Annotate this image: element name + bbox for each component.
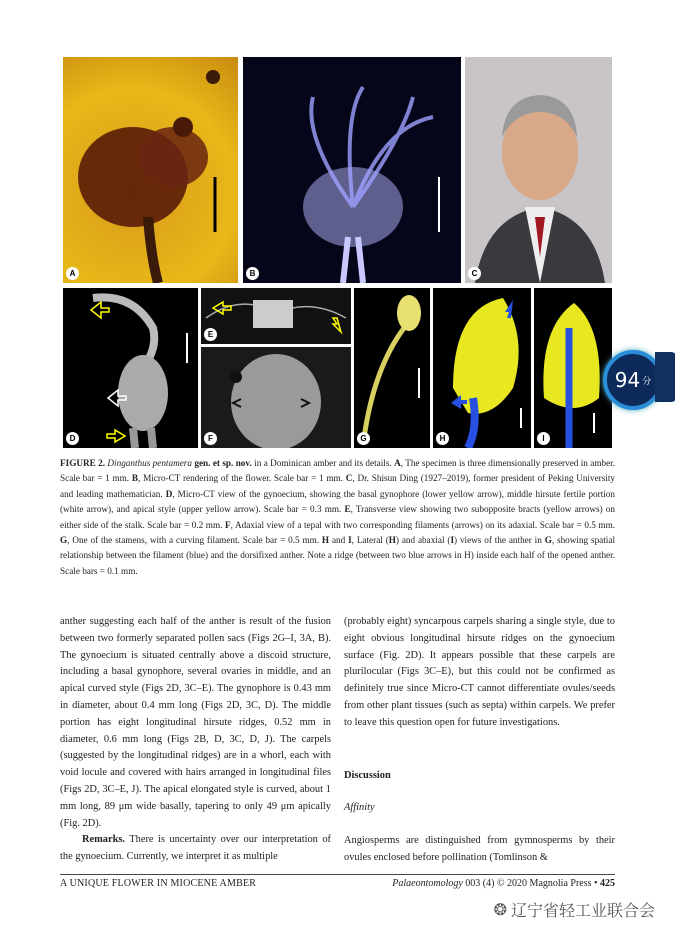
wechat-watermark [494, 898, 655, 921]
caption-text: , Transverse view showing two subopposite bracts (yellow arrows) on either side of the stalk. Scale bar = 0.2 mm. [60, 504, 615, 530]
panel-label: A [66, 267, 79, 280]
caption-text: , One of the stamens, with a curving filament. Scale bar = 0.5 mm. [67, 535, 322, 546]
journal-info [392, 878, 615, 889]
page-number: 425 [600, 878, 615, 889]
caption-panel-ref: B [131, 473, 139, 484]
caption-panel-ref: C [345, 473, 353, 484]
figure-panel-i [534, 288, 612, 448]
caption-text: , Adaxial view of a tepal with two corresponding filaments (arrows) on its adaxial. Scale bar = 0.5 mm. [230, 519, 616, 530]
caption-panel-ref: F [224, 519, 231, 530]
caption-text: , The specimen is three dimensionally preserved in amber. Scale bar = 1 mm. [60, 458, 616, 484]
badge-expand-tab[interactable] [655, 352, 675, 402]
caption-panel-ref: I [450, 535, 455, 546]
score-value: 94 [614, 368, 641, 392]
body-paragraph: Angiosperms are distinguished from gymnosperms by their ovules enclosed before pollination (Tomlinson & [344, 835, 615, 863]
right-column [344, 614, 615, 867]
remarks-paragraph [60, 832, 331, 866]
panel-label: G [357, 432, 370, 445]
figure-panel-e [201, 288, 351, 344]
left-column [60, 614, 331, 866]
caption-text: in a Dominican amber and its details. [251, 458, 395, 468]
caption-text: , Dr. Shisun Ding (1927–2019), former president of Peking University and leading mathematician. [60, 473, 615, 499]
watermark-text: 辽宁省轻工业联合会 [510, 901, 655, 920]
caption-panel-ref: H [388, 535, 396, 546]
caption-panel-ref: D [165, 488, 173, 499]
caption-text: ) views of the anther in [454, 535, 545, 546]
caption-text: and [329, 535, 349, 546]
footer-rule [60, 874, 615, 875]
wechat-icon: ❂ [493, 900, 507, 919]
running-title: A UNIQUE FLOWER IN MIOCENE AMBER [60, 878, 257, 889]
remarks-text: There is uncertainty over our interpretation of the gynoecium. Currently, we interpret it as multiple [60, 834, 331, 863]
caption-text: , Micro-CT view of the gynoecium, showing the basal gynophore (lower yellow arrow), middle hirsute fertile portion (white arrow), and apical style (upper yellow arrow). Scale bar = 0.3 mm. [60, 488, 615, 515]
issue-info: 003 (4) © 2020 Magnolia Press • [462, 878, 600, 889]
caption-text: , Lateral ( [351, 535, 389, 546]
figure-panel-d [63, 288, 198, 448]
caption-text: ) and abaxial ( [395, 535, 451, 546]
panel-label: E [204, 328, 217, 341]
panel-label: B [246, 267, 259, 280]
score-badge[interactable] [603, 350, 663, 410]
caption-panel-ref: H [321, 535, 330, 546]
novelty-tag: gen. et sp. nov. [194, 458, 252, 468]
figure-panel-h [433, 288, 531, 448]
panel-label: C [468, 267, 481, 280]
figure-panel-b [243, 57, 461, 283]
panel-label: D [66, 432, 79, 445]
figure-panel-g [354, 288, 430, 448]
figure-caption [60, 456, 615, 579]
figure-panel-f [201, 347, 351, 448]
figure-panel-c [465, 57, 612, 283]
panel-label: I [537, 432, 550, 445]
body-paragraph: anther suggesting each half of the anther is result of the fusion between two formerly separated pollen sacs (Figs 2G–I, 3A, B). The gynoecium is situated centrally above a discoid structure, including a basal gynophore, several ovaries in middle, and an apical curved style (Figs 2D, 3C–E). The gynophore is 0.43 mm in diameter, about 0.4 mm long (Figs 2D, 3C, D). The middle portion has eight longitudinal hirsute ridges, 0.52 mm in diameter, 0.6 mm long (Figs 2B, D, 3C, D, J). The carpels (suggested by the longitudinal ridges) are in a whorl, each with void locule and covered with hairs arranged in longitudinal files (Figs 2D, 3C–E, J). The apical elongated style is curved, about 1 mm long, 89 μm wide basally, tapering to only 49 μm apically (Fig. 2D). [60, 616, 331, 829]
journal-name: Palaeontomology [392, 878, 463, 889]
caption-panel-ref: A [394, 458, 401, 468]
panel-label: F [204, 432, 217, 445]
score-unit: 分 [642, 376, 652, 387]
figure-panel-a [63, 57, 238, 283]
affinity-heading: Affinity [344, 802, 375, 814]
body-paragraph: (probably eight) syncarpous carpels sharing a single style, due to eight obvious longitudinal hirsute ridges on the gynoecium surface (Fig. 2D). It appears possible that these carpels are plurilocular (Figs 3C–E), but this could not be confirmed as definitely true since Micro-CT cannot differentiate ovules/seeds from other plant tissues (such as septa) within carpels. We prefer to leave this question open for future investigations. [344, 616, 615, 728]
remarks-label: Remarks. [82, 834, 125, 846]
discussion-heading: Discussion [344, 769, 391, 781]
caption-panel-ref: G [60, 535, 68, 546]
caption-panel-ref: E [344, 504, 351, 515]
caption-panel-ref: G [544, 535, 552, 546]
panel-label: H [436, 432, 449, 445]
figure-number: FIGURE 2. [60, 458, 106, 468]
caption-panel-ref: I [348, 535, 352, 546]
caption-text: , showing spatial relationship between the filament (blue) and the dorsifixed anther. Note a ridge (between two blue arrows in H) inside each half of the opened anther. Scale bars = 0.1 mm. [60, 535, 615, 576]
caption-text: , Micro-CT rendering of the flower. Scale bar = 1 mm. [138, 473, 346, 484]
species-name: Dinganthus pentamera [107, 458, 192, 468]
